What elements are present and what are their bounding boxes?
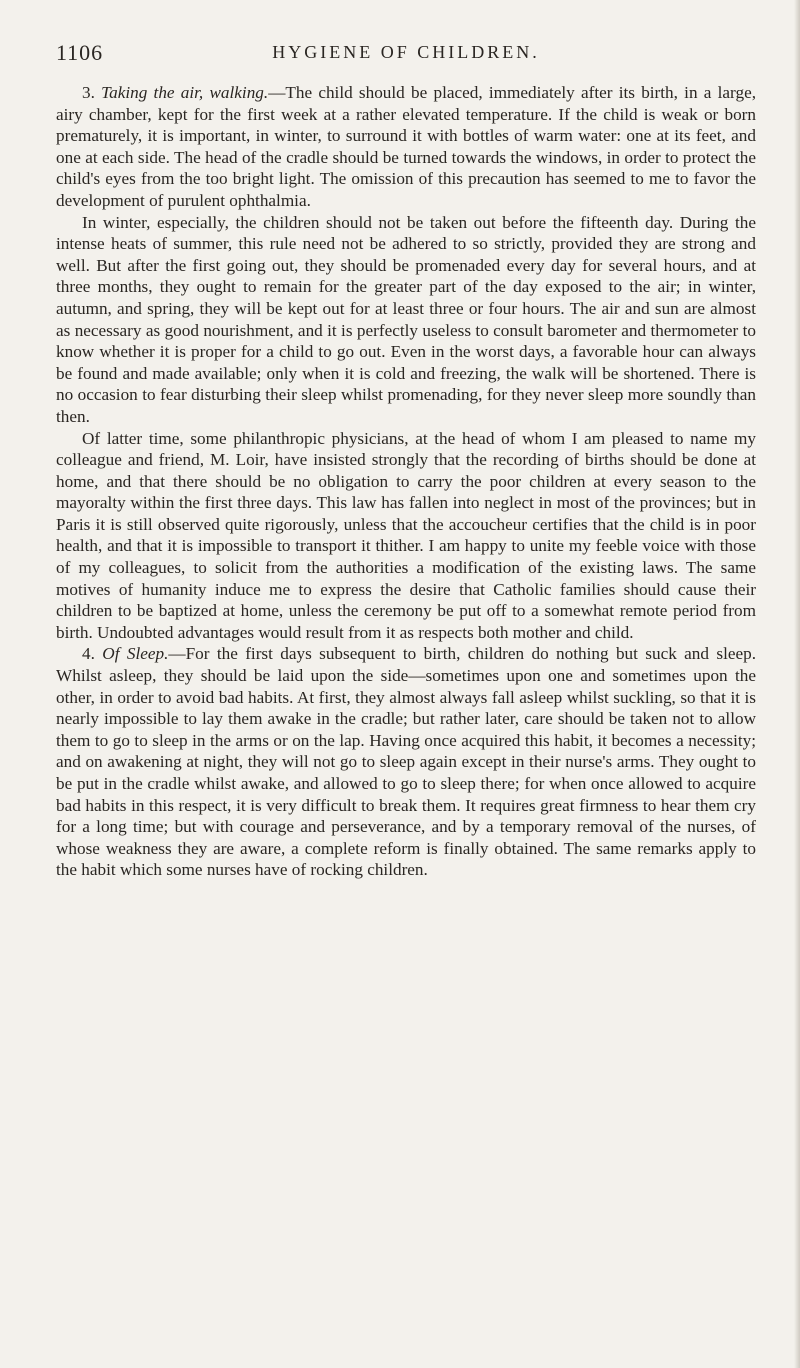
paragraph-text: —The child should be placed, immediately after its birth, in a large, airy chamber, kept for the first week at a rather elevated temperature. If the child is weak or born prematurely, it is important, in winter, to surround it with bottles of warm water: one at its feet, and one at each side. The head of the cradle should be turned towards the windows, in order to protect the child's eyes from the too bright light. The omission of this precaution has seemed to me to favor the development of purulent ophthalmia. <box>56 83 756 210</box>
page-edge <box>794 0 800 1368</box>
paragraph-text: —For the first days subsequent to birth, children do nothing but suck and sleep. Whilst asleep, they should be laid upon the side—sometimes upon one and sometimes upon the other, in order to avoid bad habits. At first, they almost always fall asleep whilst suckling, so that it is nearly impossible to lay them awake in the cradle; but rather later, care should be taken not to allow them to go to sleep in the arms or on the lap. Having once acquired this habit, it becomes a necessity; and on awakening at night, they will not go to sleep again except in their nurse's arms. They ought to be put in the cradle whilst awake, and allowed to go to sleep there; for when once allowed to acquire bad habits in this respect, it is very difficult to break them. It requires great firmness to hear them cry for a long time; but with courage and perseverance, and by a temporary removal of the nurses, of whose weakness they are aware, a complete reform is finally obtained. The same remarks apply to the habit which some nurses have of rocking children. <box>56 644 756 880</box>
page-header <box>56 40 756 70</box>
section-number: 3. <box>82 83 102 102</box>
paragraph-births <box>56 428 756 644</box>
section-title: Taking the air, walking. <box>101 83 269 102</box>
paragraph-taking-air <box>56 82 756 212</box>
section-title: Of Sleep. <box>102 644 169 664</box>
section-number: 4. <box>82 644 103 664</box>
paragraph-text: In winter, especially, the children should not be taken out before the fifteenth day. During the intense heats of summer, this rule need not be adhered to so strictly, provided they are strong and well. But after the first going out, they should be promenaded every day for several hours, and at three months, they ought to remain for the greater part of the day exposed to the air; in winter, autumn, and spring, they will be kept out for at least three or four hours. The air and sun are almost as necessary as good nourishment, and it is perfectly useless to consult barometer and thermometer to know whether it is proper for a child to go out. Even in the worst days, a favorable hour can always be found and made available; only when it is cold and freezing, the walk will be shortened. There is no occasion to fear disturbing their sleep whilst promenading, for they never sleep more soundly than then. <box>56 212 756 426</box>
paragraph-winter <box>56 212 756 428</box>
paragraph-text: Of latter time, some philanthropic physicians, at the head of whom I am pleased to name my colleague and friend, M. Loir, have insisted strongly that the recording of births should be done at home, and that there should be no obligation to carry the poor children at every season to the mayoralty within the first three days. This law has fallen into neglect in most of the provinces; but in Paris it is still observed quite rigorously, unless that the accoucheur certifies that the child is in poor health, and that it is impossible to transport it thither. I am happy to unite my feeble voice with those of my colleagues, to solicit from the authorities a modification of the existing laws. The same motives of humanity induce me to express the desire that Catholic families should cause their children to be baptized at home, unless the ceremony be put off to a somewhat remote period from birth. Undoubted advantages would result from it as respects both mother and child. <box>56 428 756 642</box>
body-text <box>56 82 756 881</box>
running-head: HYGIENE OF CHILDREN. <box>272 42 540 62</box>
paragraph-sleep <box>56 643 756 881</box>
page-number: 1106 <box>56 40 104 65</box>
